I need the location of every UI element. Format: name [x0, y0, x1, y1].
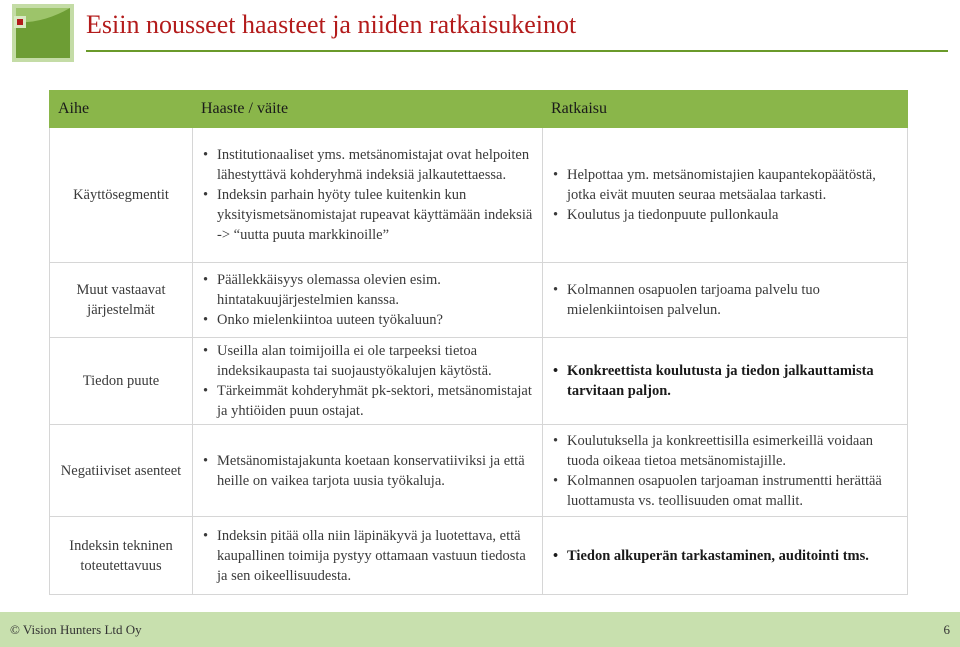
challenge-list [201, 451, 536, 491]
page-number: 6 [943, 622, 950, 637]
header-topic: Aihe [50, 91, 193, 128]
solution-cell [543, 338, 908, 425]
challenge-cell [193, 517, 543, 595]
challenge-cell [193, 263, 543, 338]
row-topic: Negatiiviset asenteet [50, 425, 193, 517]
list-item: • Useilla alan toimijoilla ei ole tarpeeksi tietoa indeksikaupasta tai suojaustyökalujen käytöstä. [201, 341, 536, 381]
row-topic: Tiedon puute [50, 338, 193, 425]
row-topic: Käyttösegmentit [50, 128, 193, 263]
solution-list [551, 361, 901, 401]
solution-cell [543, 263, 908, 338]
list-item: • Indeksin parhain hyöty tulee kuitenkin kun yksityismetsänomistajat rupeavat käyttämään indeksiä -> “uutta puuta markkinoille” [201, 185, 536, 245]
challenges-table [49, 90, 908, 595]
solution-cell [543, 517, 908, 595]
header-solution: Ratkaisu [543, 91, 908, 128]
list-item: • Indeksin pitää olla niin läpinäkyvä ja luotettava, että kaupallinen toimija pystyy ottamaan vastuun tiedosta ja sen oikeellisuudesta. [201, 526, 536, 586]
challenge-cell [193, 128, 543, 263]
list-item: • Helpottaa ym. metsänomistajien kaupantekopäätöstä, jotka eivät muuten seuraa metsäalaa tarkasti. [551, 165, 901, 205]
list-item: • Tärkeimmät kohderyhmät pk-sektori, metsänomistajat ja yhtiöiden puun ostajat. [201, 381, 536, 421]
row-topic: Indeksin tekninen toteutettavuus [50, 517, 193, 595]
solution-list [551, 431, 901, 511]
challenge-list [201, 270, 536, 330]
challenge-list [201, 145, 536, 245]
list-item: • Kolmannen osapuolen tarjoaman instrumentti herättää luottamusta vs. teollisuuden omat mallit. [551, 471, 901, 511]
solution-list [551, 280, 901, 320]
challenge-cell [193, 338, 543, 425]
list-item: • Konkreettista koulutusta ja tiedon jalkauttamista tarvitaan paljon. [551, 361, 901, 401]
slide-title: Esiin nousseet haasteet ja niiden ratkaisukeinot [86, 10, 577, 39]
list-item: • Koulutuksella ja konkreettisilla esimerkeillä voidaan tuoda oikeaa tietoa metsänomistajille. [551, 431, 901, 471]
row-topic: Muut vastaavat järjestelmät [50, 263, 193, 338]
solution-cell [543, 128, 908, 263]
title-divider [86, 50, 948, 52]
challenge-list [201, 526, 536, 586]
list-item: • Kolmannen osapuolen tarjoama palvelu tuo mielenkiintoisen palvelun. [551, 280, 901, 320]
table-row [50, 338, 908, 425]
solution-list [551, 165, 901, 225]
table-header-row [50, 91, 908, 128]
list-item: • Koulutus ja tiedonpuute pullonkaula [551, 205, 901, 225]
challenge-list [201, 341, 536, 421]
solution-cell [543, 425, 908, 517]
logo-icon [12, 4, 74, 62]
challenge-cell [193, 425, 543, 517]
table-row [50, 128, 908, 263]
list-item: • Onko mielenkiintoa uuteen työkaluun? [201, 310, 536, 330]
list-item: • Metsänomistajakunta koetaan konservatiiviksi ja että heille on vaikea tarjota uusia työkaluja. [201, 451, 536, 491]
header-challenge: Haaste / väite [193, 91, 543, 128]
list-item: • Institutionaaliset yms. metsänomistajat ovat helpoiten lähestyttävä kohderyhmä indeksiä jalkautettaessa. [201, 145, 536, 185]
footer-bar [0, 612, 960, 647]
table-row [50, 517, 908, 595]
list-item: • Päällekkäisyys olemassa olevien esim. hintatakuujärjestelmien kanssa. [201, 270, 536, 310]
copyright-text: © Vision Hunters Ltd Oy [10, 622, 142, 637]
table-row [50, 425, 908, 517]
solution-list [551, 546, 901, 566]
table-row [50, 263, 908, 338]
list-item: • Tiedon alkuperän tarkastaminen, auditointi tms. [551, 546, 901, 566]
